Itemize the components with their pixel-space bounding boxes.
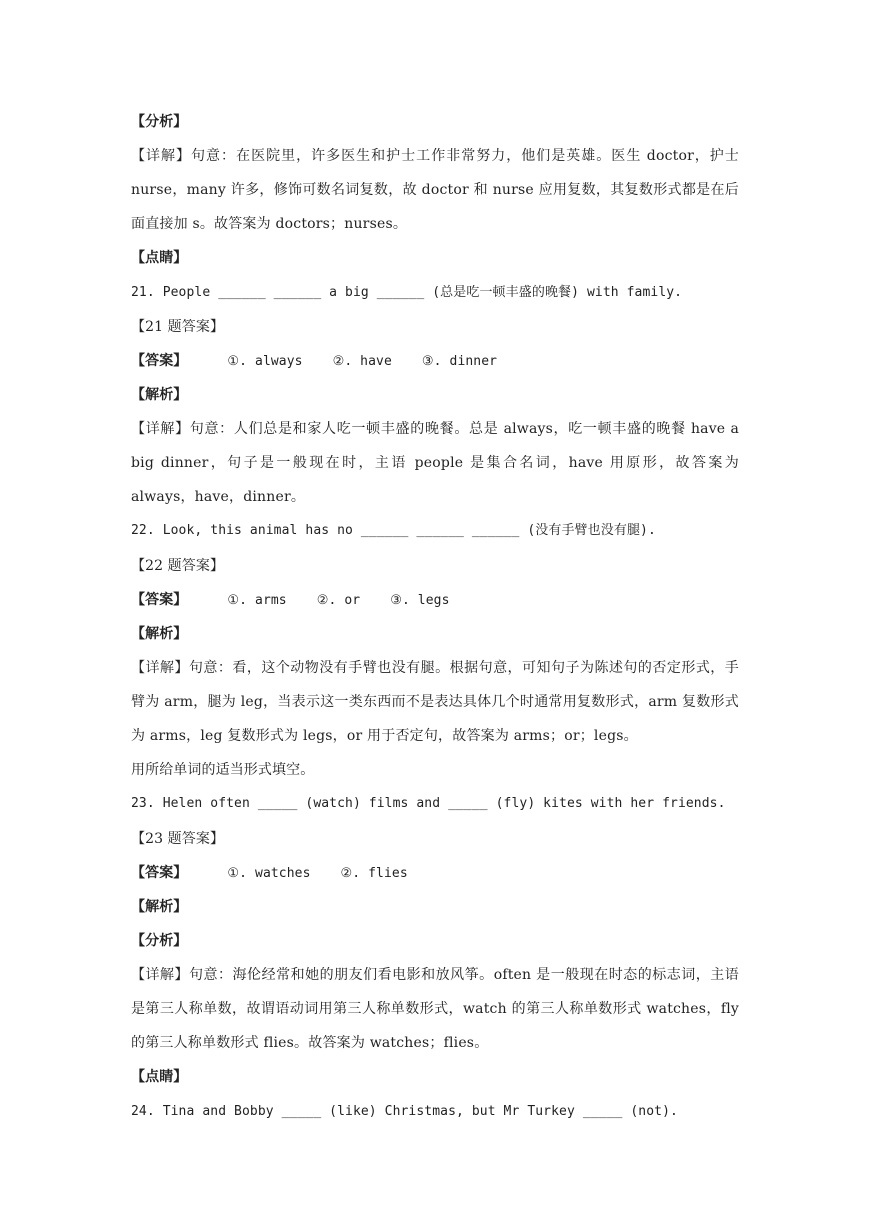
explanation-paragraph: 【详解】句意：人们总是和家人吃一顿丰盛的晚餐。总是 always，吃一顿丰盛的晚餐 have a big dinner，句子是一般现在时，主语 people 是集合名词，have 用原形，故答案为 always，have，dinner。 — [131, 421, 739, 505]
explanation-paragraph: 【详解】句意：看，这个动物没有手臂也没有腿。根据句意，可知句子为陈述句的否定形式，手臂为 arm，腿为 leg，当表示这一类东西而不是表达具体几个时通常用复数形式，arm 复数形式为 arms，leg 复数形式为 legs，or 用于否定句，故答案为 arms；or；legs。 — [131, 660, 739, 744]
answer-option: ①. always — [227, 354, 303, 369]
question-21: 21. People ______ ______ a big ______ (总是吃一顿丰盛的晚餐) with family. — [131, 285, 683, 300]
section-heading-analysis: 【分析】 — [131, 933, 188, 949]
answer-row-23 — [131, 863, 739, 884]
instruction-line: 用所给单词的适当形式填空。 — [131, 762, 315, 778]
answer-option: ②. flies — [340, 866, 408, 881]
answer-label: 【答案】 — [131, 865, 188, 881]
explanation-paragraph: 【详解】句意：海伦经常和她的朋友们看电影和放风筝。often 是一般现在时态的标志词，主语是第三人称单数，故谓语动词用第三人称单数形式，watch 的第三人称单数形式 watches，fly 的第三人称单数形式 flies。故答案为 watches；flies。 — [131, 967, 739, 1051]
answer-option: ①. watches — [227, 866, 311, 881]
answer-option: ②. have — [332, 354, 392, 369]
explanation-paragraph: 【详解】句意：在医院里，许多医生和护士工作非常努力，他们是英雄。医生 doctor，护士 nurse，many 许多，修饰可数名词复数，故 doctor 和 nurse 应用复数，其复数形式都是在后面直接加 s。故答案为 doctors；nurses。 — [131, 148, 739, 232]
answer-option: ③. legs — [390, 593, 450, 608]
question-23: 23. Helen often _____ (watch) films and _____ (fly) kites with her friends. — [131, 796, 726, 811]
section-heading-tip: 【点睛】 — [131, 1069, 188, 1085]
answer-label: 【答案】 — [131, 592, 188, 608]
section-heading-parse: 【解析】 — [131, 387, 188, 403]
section-heading-parse: 【解析】 — [131, 899, 188, 915]
answer-option: ③. dinner — [421, 354, 498, 369]
answer-label: 【答案】 — [131, 353, 188, 369]
answer-option: ②. or — [316, 593, 361, 608]
section-heading-analysis: 【分析】 — [131, 114, 188, 130]
answer-row-21 — [131, 351, 739, 372]
section-heading-tip: 【点睛】 — [131, 250, 188, 266]
question-24: 24. Tina and Bobby _____ (like) Christmas, but Mr Turkey _____ (not). — [131, 1104, 678, 1119]
answer-row-22 — [131, 590, 739, 611]
answer-heading-23: 【23 题答案】 — [131, 831, 225, 847]
question-22: 22. Look, this animal has no ______ ______ ______ (没有手臂也没有腿). — [131, 523, 656, 538]
answer-heading-21: 【21 题答案】 — [131, 319, 225, 335]
section-heading-parse: 【解析】 — [131, 626, 188, 642]
answer-heading-22: 【22 题答案】 — [131, 558, 225, 574]
answer-option: ①. arms — [227, 593, 287, 608]
